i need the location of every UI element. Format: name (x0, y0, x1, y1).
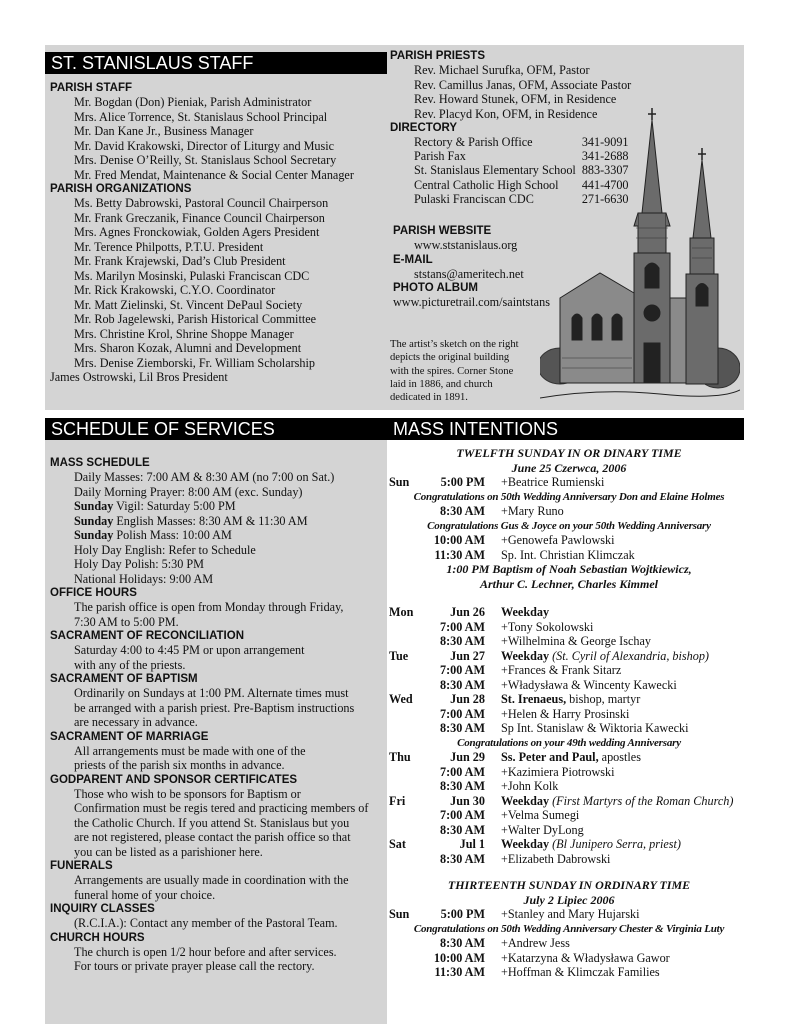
feast-text (501, 837, 681, 852)
staff-member: Mrs. Denise O’Reilly, St. Stanislaus School Secretary (74, 153, 337, 167)
week-title: July 2 Lipiec 2006 (523, 892, 615, 907)
intention-text: +Andrew Jess (501, 936, 570, 950)
schedule-line (50, 643, 385, 658)
mass-time: 7:00 AM (439, 808, 485, 822)
intention-text: +Beatrice Rumienski (501, 475, 605, 489)
intention-row (389, 548, 749, 563)
feast-text (501, 794, 733, 809)
weekday-name: Mon (389, 605, 414, 619)
schedule-line-text: (R.C.I.A.): Contact any member of the Pastoral Team. (74, 916, 338, 930)
feast-name: Weekday (501, 837, 550, 851)
feast-name: Weekday (501, 793, 550, 808)
schedule-line (50, 557, 385, 572)
mass-time: 8:30 AM (439, 779, 485, 793)
schedule-line (50, 543, 385, 558)
weekday-date: Jul 1 (459, 837, 485, 851)
intention-row (389, 678, 749, 693)
mass-time: 7:00 AM (439, 619, 485, 634)
staff-member: Mr. Bogdan (Don) Pieniak, Parish Administrator (74, 95, 312, 109)
anniversary-note: Congratulations on your 49th wedding Anniversary (457, 736, 681, 749)
intention-row (389, 765, 749, 780)
mass-time: 8:30 AM (439, 634, 485, 648)
mass-intentions (389, 446, 749, 980)
intention-row (389, 907, 749, 922)
intention-row (389, 965, 749, 980)
schedule-heading: CHURCH HOURS (50, 931, 145, 944)
schedule-line (50, 701, 385, 716)
intention-row (389, 707, 749, 722)
intention-row (389, 533, 749, 548)
organization-contact: Mr. Rick Krakowski, C.Y.O. Coordinator (74, 283, 276, 297)
intention-text: +John Kolk (501, 779, 559, 793)
mass-time: 5:00 PM (440, 475, 485, 489)
schedule-line-text: Holy Day Polish: 5:30 PM (74, 557, 205, 571)
email-heading: E-MAIL (393, 253, 433, 266)
weekday-date: Jun 27 (450, 648, 485, 663)
caption-line: dedicated in 1891. (390, 392, 468, 404)
schedule-heading: INQUIRY CLASSES (50, 903, 155, 915)
intention-text: +Genowefa Pawlowski (501, 533, 615, 547)
parish-staff-heading: PARISH STAFF (50, 82, 132, 94)
schedule-heading: GODPARENT AND SPONSOR CERTIFICATES (50, 773, 298, 786)
weekday-name: Wed (389, 692, 413, 706)
intention-text: +Katarzyna & Władysława Gawor (501, 950, 670, 965)
mass-time: 11:30 AM (434, 965, 485, 979)
schedule-line-text: Arrangements are usually made in coordination with the (74, 873, 349, 887)
anniversary-note: Congratulations on 50th Wedding Anniversary Chester & Virginia Luty (413, 922, 725, 935)
feast-detail: (St. Cyril of Alexandria, bishop) (549, 648, 709, 663)
schedule-line (50, 873, 385, 888)
priest-name: Rev. Michael Surufka, OFM, Pastor (414, 63, 590, 77)
feast-name: Weekday (501, 605, 550, 619)
schedule-line-text: All arrangements must be made with one of the (74, 743, 306, 758)
intention-text: +Frances & Frank Sitarz (501, 663, 622, 677)
organization-contact: Ms. Marilyn Mosinski, Pulaski Franciscan CDC (74, 268, 310, 283)
directory-phone: 341-9091 (581, 135, 629, 149)
schedule-line-text: 7:30 AM to 5:00 PM. (74, 614, 179, 629)
schedule-line (50, 485, 385, 500)
schedule-line-text: English Masses: 8:30 AM & 11:30 AM (113, 513, 308, 528)
directory-name: Pulaski Franciscan CDC (414, 191, 534, 206)
intention-text: Sp. Int. Christian Klimczak (501, 547, 635, 562)
schedule-line (50, 801, 385, 816)
schedule-line (50, 499, 385, 514)
intention-row (389, 837, 749, 852)
schedule-line (50, 888, 385, 903)
schedule-line-text: with any of the priests. (74, 657, 186, 672)
organization-contact: Mr. Matt Zielinski, St. Vincent DePaul Society (74, 297, 303, 312)
directory-heading: DIRECTORY (390, 122, 458, 134)
mass-time: 10:00 AM (433, 950, 485, 965)
schedule-line-text: funeral home of your choice. (74, 887, 216, 902)
schedule-line-text: The church is open 1/2 hour before and after services. (74, 944, 337, 959)
intention-text: +Stanley and Mary Hujarski (501, 907, 640, 921)
feast-name: Ss. Peter and Paul, (501, 750, 599, 764)
schedule-line (50, 528, 385, 543)
priests-heading: PARISH PRIESTS (390, 50, 485, 62)
schedule-line-text: Vigil: Saturday 5:00 PM (113, 499, 236, 513)
schedule-line (50, 514, 385, 529)
intention-row (389, 620, 749, 635)
intention-row (389, 605, 749, 620)
intention-row (389, 475, 749, 490)
priest-name: Rev. Placyd Kon, OFM, in Residence (414, 106, 598, 121)
intention-row (389, 936, 749, 951)
staff-last-line: James Ostrowski, Lil Bros President (50, 370, 228, 384)
mass-time: 8:30 AM (439, 936, 485, 950)
mass-time: 8:30 AM (439, 721, 485, 735)
intention-row (389, 649, 749, 664)
intention-text: Sp Int. Stanislaw & Wiktoria Kawecki (501, 721, 689, 735)
schedule-line-bold: Sunday (74, 499, 114, 513)
schedule-line-text: Daily Masses: 7:00 AM & 8:30 AM (no 7:00 on Sat.) (74, 470, 335, 484)
schedule-line (50, 470, 385, 485)
schedule-line-text: Daily Morning Prayer: 8:00 AM (exc. Sunday) (74, 484, 303, 499)
schedule-line-text: be arranged with a parish priest. Pre-Baptism instructions (74, 700, 355, 715)
mass-time: 7:00 AM (439, 663, 485, 677)
baptism-note: Arthur C. Lechner, Charles Kimmel (479, 576, 659, 591)
organization-contact: Mrs. Denise Ziemborski, Fr. William Scholarship (74, 355, 315, 370)
intention-row (389, 794, 749, 809)
intention-row (389, 721, 749, 736)
schedule-line-text: For tours or private prayer please call the rectory. (74, 959, 315, 973)
weekday-name: Fri (389, 793, 406, 808)
baptism-note: 1:00 PM Baptism of Noah Sebastian Wojtkiewicz, (446, 562, 692, 576)
schedule-line-text: are not registered, please contact the parish office so that (74, 830, 351, 844)
directory-name: Central Catholic High School (414, 177, 559, 192)
website-link[interactable]: www.ststanislaus.org (414, 238, 518, 253)
organization-contact: Mr. Frank Greczanik, Finance Council Chairperson (74, 210, 325, 225)
priest-name: Rev. Howard Stunek, OFM, in Residence (414, 92, 617, 106)
weekday-date: Jun 26 (450, 605, 485, 619)
week-title: June 25 Czerwca, 2006 (511, 460, 627, 475)
intention-text: +Wilhelmina & George Ischay (501, 634, 651, 648)
email-link[interactable]: ststans@ameritech.net (414, 266, 524, 281)
anniversary-note: Congratulations on 50th Wedding Anniversary Don and Elaine Holmes (413, 490, 725, 503)
mass-time: 7:00 AM (439, 706, 485, 721)
intention-row (389, 852, 749, 867)
feast-detail: (Bl Junipero Serra, priest) (549, 837, 681, 851)
anniversary-note: Congratulations Gus & Joyce on your 50th Wedding Anniversary (427, 519, 711, 532)
schedule-heading: SACRAMENT OF BAPTISM (50, 673, 198, 685)
organization-contact: Ms. Betty Dabrowski, Pastoral Council Chairperson (74, 196, 329, 210)
staff-member: Mr. Fred Mendat, Maintenance & Social Center Manager (74, 167, 354, 182)
schedule-line-bold: Sunday (74, 528, 114, 542)
schedule-line (50, 845, 385, 860)
schedule-line (50, 758, 385, 773)
intention-text: +Hoffman & Klimczak Families (501, 965, 660, 979)
organization-contact: Mr. Terence Philpotts, P.T.U. President (74, 239, 264, 254)
schedule-line-text: Polish Mass: 10:00 AM (113, 528, 232, 542)
staff-member: Mrs. Alice Torrence, St. Stanislaus School Principal (74, 109, 328, 124)
schedule-title-bar: SCHEDULE OF SERVICES (45, 418, 387, 440)
priest-name: Rev. Camillus Janas, OFM, Associate Pastor (414, 77, 632, 92)
schedule-line-text: priests of the parish six months in advance. (74, 758, 285, 772)
schedule-line (50, 816, 385, 831)
feast-detail: (First Martyrs of the Roman Church) (549, 793, 734, 808)
schedule-heading: MASS SCHEDULE (50, 457, 150, 469)
schedule-heading: FUNERALS (50, 860, 113, 872)
schedule-line (50, 744, 385, 759)
feast-text (501, 750, 641, 765)
feast-name: St. Irenaeus, (501, 692, 567, 706)
directory-phone: 341-2688 (581, 149, 629, 164)
schedule-heading: SACRAMENT OF RECONCILIATION (50, 630, 245, 642)
weekday-date: Jun 30 (450, 793, 485, 808)
feast-name: Weekday (501, 648, 550, 663)
organizations-heading: PARISH ORGANIZATIONS (50, 183, 192, 195)
schedule-line (50, 787, 385, 802)
caption-line: The artist’s sketch on the right (390, 339, 519, 350)
intention-text: +Mary Runo (501, 504, 564, 518)
schedule-line (50, 615, 385, 630)
weekday-name: Sat (389, 837, 406, 851)
intention-text: +Elizabeth Dabrowski (501, 851, 611, 866)
schedule-line-text: The parish office is open from Monday through Friday, (74, 600, 344, 614)
caption-line: laid in 1886, and church (390, 378, 493, 390)
website-heading: PARISH WEBSITE (393, 225, 492, 238)
mass-time: 5:00 PM (440, 907, 485, 921)
photo-album-heading: PHOTO ALBUM (393, 282, 478, 295)
directory-name: St. Stanislaus Elementary School (414, 163, 576, 178)
weekday-name: Thu (389, 750, 411, 764)
schedule-heading: SACRAMENT OF MARRIAGE (50, 730, 209, 743)
schedule-line (50, 658, 385, 673)
caption-line: depicts the original building (390, 352, 510, 364)
feast-detail: apostles (598, 750, 641, 764)
intention-text: +Władysława & Wincenty Kawecki (501, 677, 677, 692)
organization-contact: Mr. Frank Krajewski, Dad’s Club President (74, 254, 286, 268)
organization-contact: Mrs. Agnes Fronckowiak, Golden Agers President (74, 225, 320, 239)
feast-text (501, 692, 640, 707)
schedule-line-text: Confirmation must be regis tered and practicing members of (74, 801, 369, 815)
mass-time: 8:30 AM (439, 851, 485, 866)
directory-phone: 883-3307 (581, 163, 629, 178)
organization-contact: Mr. Rob Jagelewski, Parish Historical Committee (74, 312, 317, 326)
sketch-caption (390, 338, 540, 404)
caption-line: with the spires. Corner Stone (390, 365, 514, 377)
organization-contact: Mrs. Christine Krol, Shrine Shoppe Manager (74, 326, 294, 341)
intention-row (389, 504, 749, 519)
feast-detail: bishop, martyr (566, 692, 641, 706)
weekday-name: Tue (389, 648, 409, 663)
staff-title-bar: ST. STANISLAUS STAFF (45, 52, 387, 74)
schedule-line-text: you can be listed as a parishioner here. (74, 844, 263, 859)
intention-row (389, 823, 749, 838)
intention-row (389, 808, 749, 823)
schedule-heading: OFFICE HOURS (50, 587, 137, 599)
schedule-line (50, 686, 385, 701)
schedule-line-bold: Sunday (74, 513, 114, 528)
feast-text (501, 649, 709, 664)
schedule-line (50, 959, 385, 974)
intention-row (389, 692, 749, 707)
mass-time: 10:00 AM (433, 533, 485, 547)
schedule-line-text: Ordinarily on Sundays at 1:00 PM. Alternate times must (74, 686, 349, 700)
schedule-line-text: Holy Day English: Refer to Schedule (74, 542, 256, 557)
church-sketch-icon (540, 98, 740, 408)
staff-member: Mr. David Krakowski, Director of Liturgy and Music (74, 138, 335, 153)
schedule-line (50, 916, 385, 931)
directory-phone: 441-4700 (581, 177, 629, 192)
weekday-date: Jun 29 (450, 750, 485, 764)
mass-time: 8:30 AM (439, 504, 485, 518)
day-name: Sun (389, 475, 410, 489)
schedule-line (50, 830, 385, 845)
schedule-line (50, 715, 385, 730)
mass-time: 8:30 AM (439, 822, 485, 837)
weekday-date: Jun 28 (450, 692, 485, 706)
intention-row (389, 663, 749, 678)
schedule-line (50, 600, 385, 615)
week-title: THIRTEENTH SUNDAY IN ORDINARY TIME (447, 878, 691, 892)
mass-time: 8:30 AM (439, 677, 485, 692)
intention-row (389, 750, 749, 765)
intention-text: +Velma Sumegi (501, 808, 580, 822)
schedule-line (50, 945, 385, 960)
schedule-line-text: Those who wish to be sponsors for Baptism or (74, 786, 301, 801)
photo-album-link[interactable]: www.picturetrail.com/saintstans (393, 295, 550, 310)
intention-text: +Walter DyLong (501, 822, 584, 837)
directory-name: Rectory & Parish Office (414, 135, 533, 149)
week-title: TWELFTH SUNDAY IN OR DINARY TIME (456, 446, 682, 460)
schedule-line-text: Saturday 4:00 to 4:45 PM or upon arrangement (74, 643, 305, 657)
staff-member: Mr. Dan Kane Jr., Business Manager (74, 124, 254, 138)
directory-phone: 271-6630 (581, 191, 629, 206)
intention-row (389, 634, 749, 649)
directory-name: Parish Fax (414, 149, 466, 164)
schedule-line (50, 572, 385, 587)
feast-text (501, 605, 549, 620)
intention-row (389, 779, 749, 794)
schedule-line-text: are necessary in advance. (74, 715, 198, 729)
staff-list (50, 81, 385, 385)
mass-time: 11:30 AM (434, 547, 485, 562)
intention-row (389, 951, 749, 966)
mass-time: 7:00 AM (439, 764, 485, 779)
schedule-line-text: the Catholic Church. If you attend St. Stanislaus but you (74, 815, 350, 830)
intention-text: +Helen & Harry Prosinski (501, 706, 630, 721)
intention-text: +Tony Sokolowski (501, 619, 594, 634)
organization-contact: Mrs. Sharon Kozak, Alumni and Development (74, 341, 302, 355)
intention-text: +Kazimiera Piotrowski (501, 764, 615, 779)
schedule-of-services (50, 456, 385, 974)
intentions-title-bar: MASS INTENTIONS (387, 418, 744, 440)
day-name: Sun (389, 907, 410, 921)
schedule-line-text: National Holidays: 9:00 AM (74, 571, 214, 586)
